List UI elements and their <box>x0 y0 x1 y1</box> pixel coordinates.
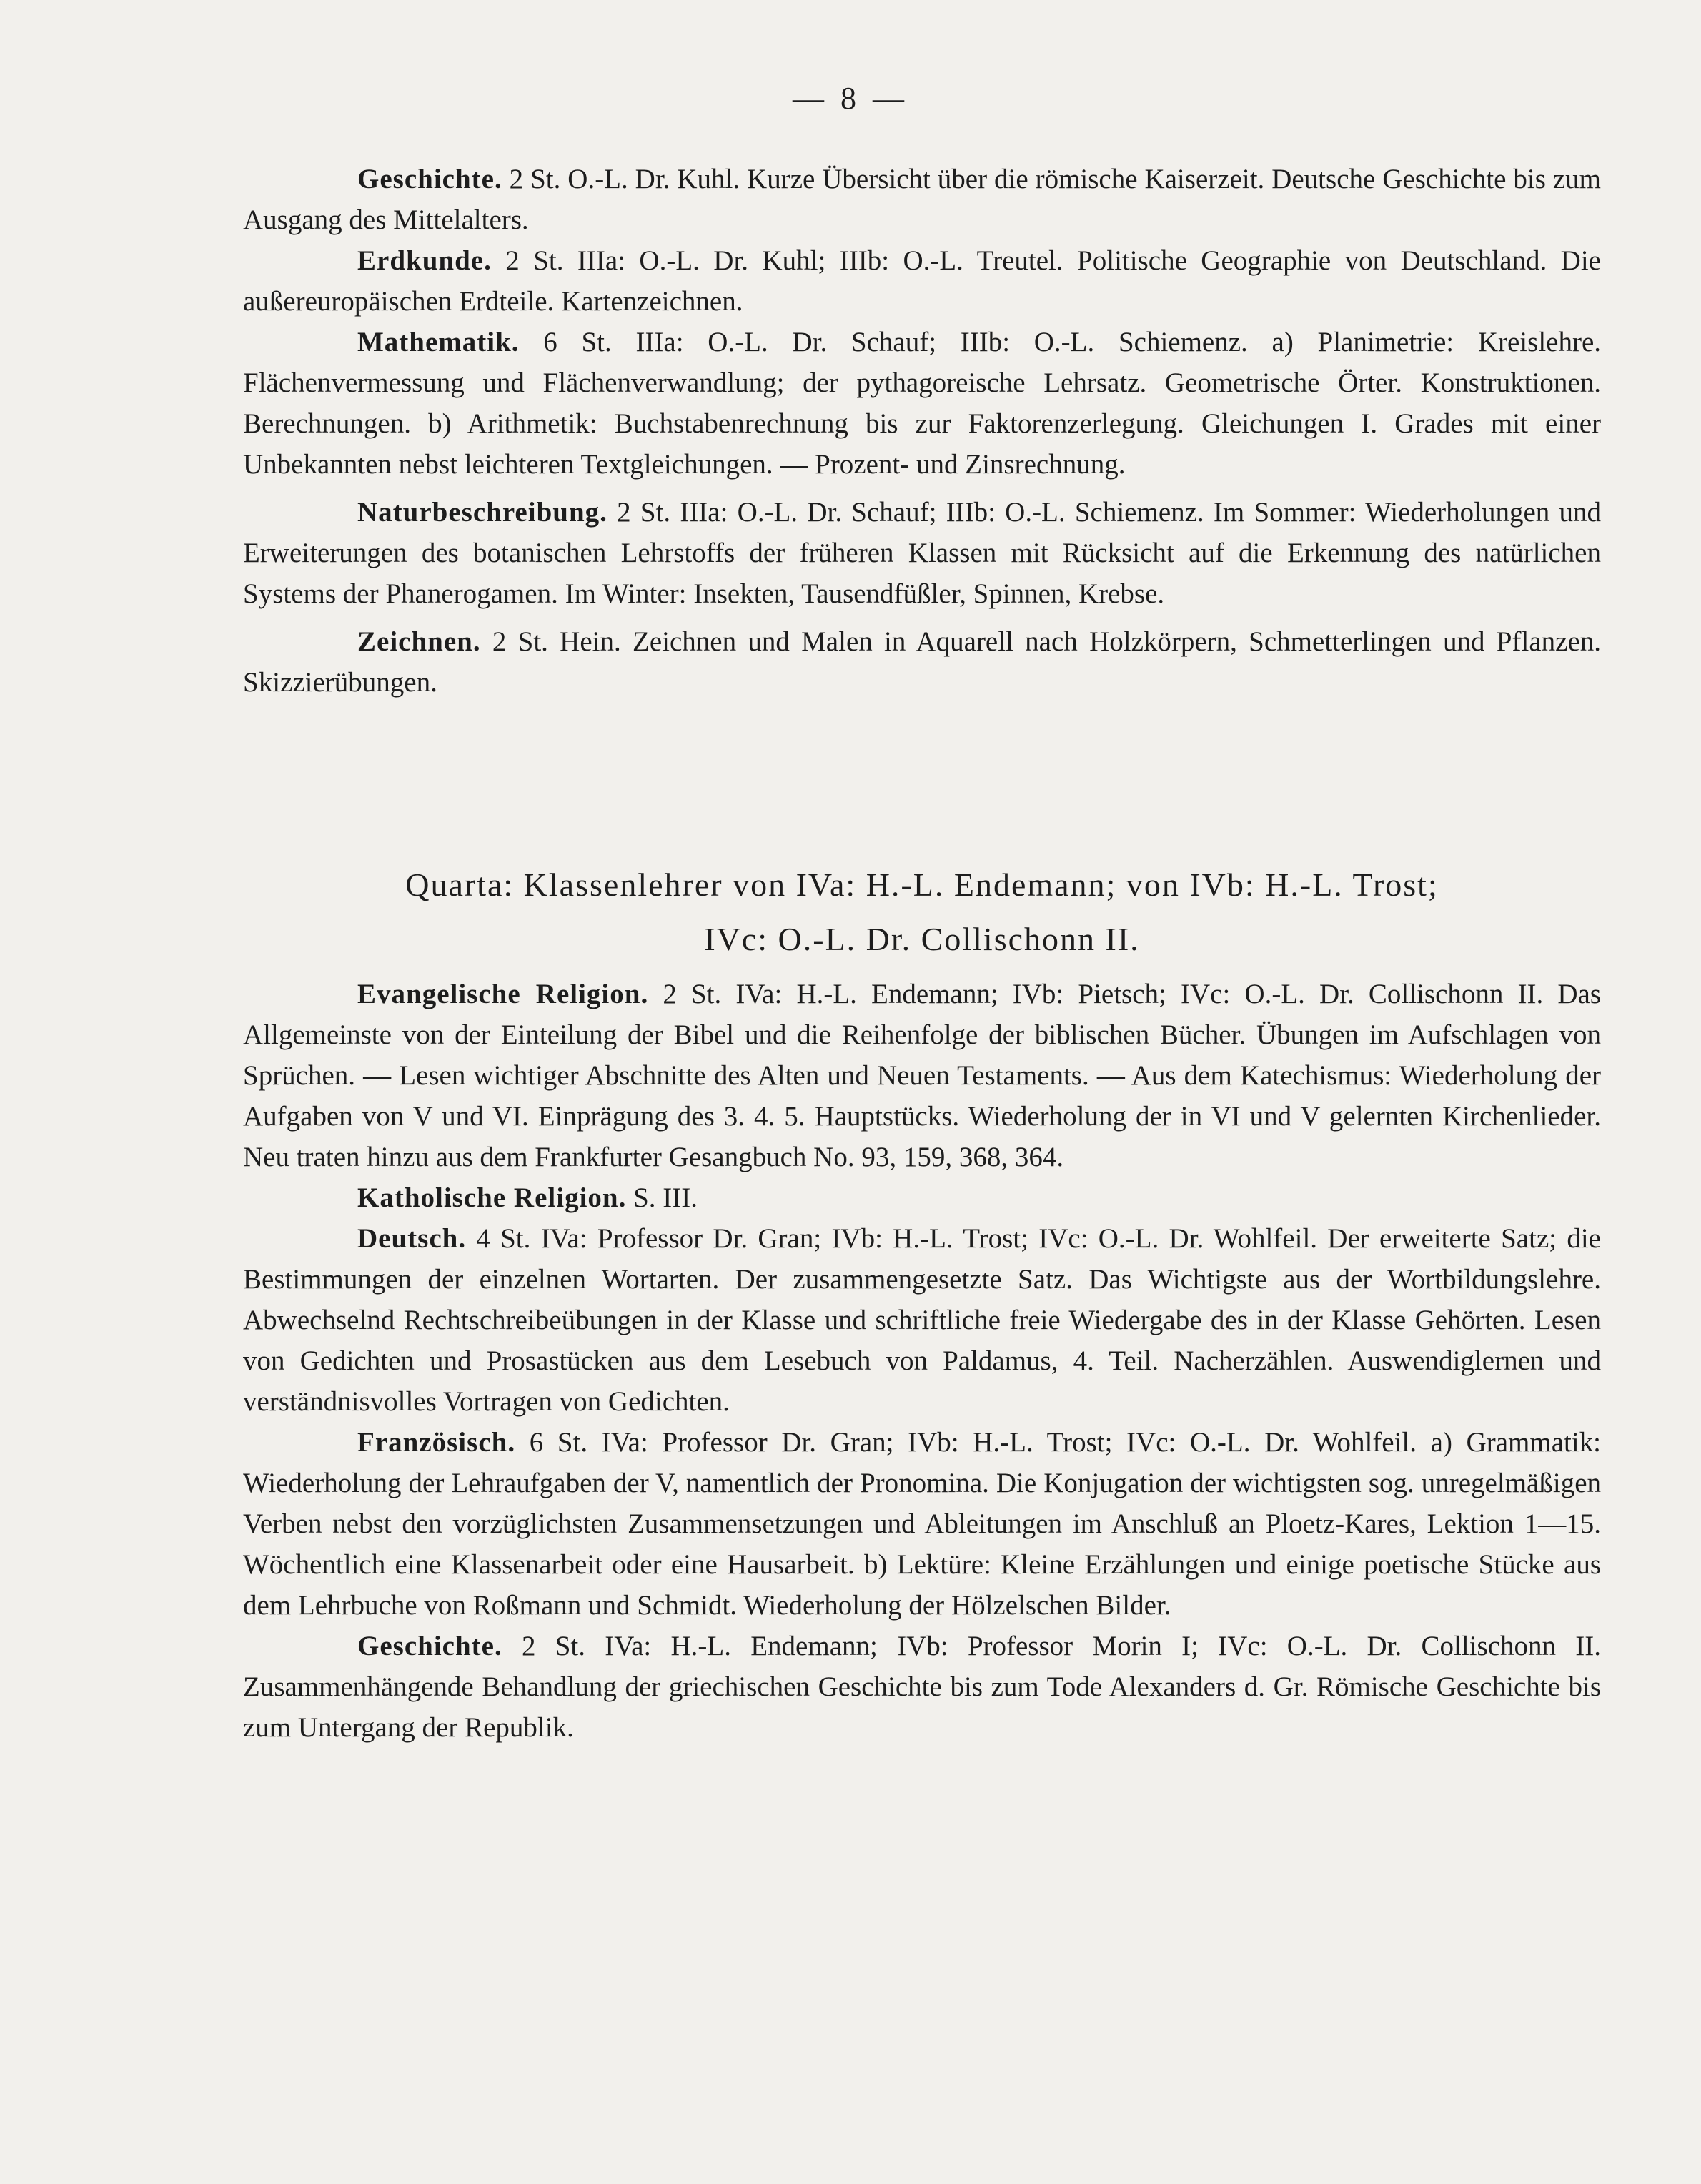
subject-heading: Deutsch. <box>357 1223 467 1254</box>
paragraph-evangelische-religion <box>243 974 1601 1177</box>
paragraph-zeichnen <box>243 621 1601 703</box>
quarta-heading-line2: IVc: O.-L. Dr. Collischonn II. <box>704 921 1140 957</box>
paragraph-text: 6 St. IIIa: O.-L. Dr. Schauf; IIIb: O.-L. Schiemenz. a) Planimetrie: Kreislehre. Flächenvermessung und Flächenverwandlung; der pythagoreische Lehrsatz. Geometrische Örter. Konstruktionen. Berechnungen. b) Arithmetik: Buchstabenrechnung bis zur Faktorenzerlegung. Gleichungen I. Grades mit einer Unbekannten nebst leichteren Textgleichungen. — Prozent- und Zinsrechnung. <box>243 327 1602 480</box>
paragraph-geschichte-quarta <box>243 1626 1601 1748</box>
subject-heading: Geschichte. <box>357 1631 502 1661</box>
subject-heading: Geschichte. <box>357 164 502 194</box>
paragraph-text: 2 St. O.-L. Dr. Kuhl. Kurze Übersicht über die römische Kaiserzeit. Deutsche Geschichte bis zum Ausgang des Mittelalters. <box>243 164 1602 235</box>
quarta-heading-line1: Quarta: Klassenlehrer von IVa: H.-L. Endemann; von IVb: H.-L. Trost; <box>405 866 1439 903</box>
page-number: — 8 — <box>793 81 908 116</box>
paragraph-text: 6 St. IVa: Professor Dr. Gran; IVb: H.-L. Trost; IVc: O.-L. Dr. Wohlfeil. a) Grammatik: Wiederholung der Lehraufgaben der V, namentlich der Pronomina. Die Konjugation der wichtigsten sog. unregelmäßigen Verben nebst den vorzüglichsten Zusammensetzungen und Ableitungen im Anschluß an Ploetz-Kares, Lektion 1—15. Wöchentlich eine Klassenarbeit oder eine Hausarbeit. b) Lektüre: Kleine Erzählungen und einige poetische Stücke aus dem Lehrbuche von Roßmann und Schmidt. Wiederholung der Hölzelschen Bilder. <box>243 1427 1602 1621</box>
tertia-section <box>243 159 1601 703</box>
quarta-class-heading <box>243 858 1601 967</box>
subject-heading: Zeichnen. <box>357 626 481 657</box>
paragraph-erdkunde <box>243 240 1601 322</box>
paragraph-text: 2 St. IVa: H.-L. Endemann; IVb: Professor Morin I; IVc: O.-L. Dr. Collischonn II. Zusammenhängende Behandlung der griechischen Geschichte bis zum Tode Alexanders d. Gr. Römische Geschichte bis zum Untergang der Republik. <box>243 1631 1602 1743</box>
paragraph-text: 2 St. IIIa: O.-L. Dr. Kuhl; IIIb: O.-L. Treutel. Politische Geographie von Deutschland. Die außereuropäischen Erdteile. Kartenzeichnen. <box>243 245 1601 317</box>
subject-heading: Erdkunde. <box>357 245 492 276</box>
paragraph-franzoesisch <box>243 1422 1601 1626</box>
paragraph-mathematik <box>243 322 1601 485</box>
subject-heading: Katholische Religion. <box>357 1182 627 1213</box>
subject-heading: Mathematik. <box>357 327 520 357</box>
paragraph-text: 2 St. IIIa: O.-L. Dr. Schauf; IIIb: O.-L. Schiemenz. Im Sommer: Wiederholungen und Erweiterungen des botanischen Lehrstoffs der früheren Klassen mit Rücksicht auf die Erkennung des natürlichen Systems der Phanerogamen. Im Winter: Insekten, Tausendfüßler, Spinnen, Krebse. <box>243 497 1602 609</box>
subject-heading: Evangelische Religion. <box>357 979 649 1009</box>
subject-heading: Naturbeschreibung. <box>357 497 608 528</box>
paragraph-naturbeschreibung <box>243 492 1601 614</box>
quarta-section <box>243 974 1601 1748</box>
paragraph-deutsch <box>243 1218 1601 1422</box>
paragraph-geschichte-tertia <box>243 159 1601 240</box>
paragraph-text: S. III. <box>633 1182 698 1213</box>
paragraph-text: 2 St. IVa: H.-L. Endemann; IVb: Pietsch; IVc: O.-L. Dr. Collischonn II. Das Allgemeinste von der Einteilung der Bibel und die Reihenfolge der biblischen Bücher. Übungen im Aufschlagen von Sprüchen. — Lesen wichtiger Abschnitte des Alten und Neuen Testaments. — Aus dem Katechismus: Wiederholung der Aufgaben von V und VI. Einprägung des 3. 4. 5. Hauptstücks. Wiederholung der in VI und V gelernten Kirchenlieder. Neu traten hinzu aus dem Frankfurter Gesangbuch No. 93, 159, 368, 364. <box>243 979 1602 1172</box>
paragraph-text: 2 St. Hein. Zeichnen und Malen in Aquarell nach Holzkörpern, Schmetterlingen und Pflanzen. Skizzierübungen. <box>243 626 1601 698</box>
paragraph-text: 4 St. IVa: Professor Dr. Gran; IVb: H.-L. Trost; IVc: O.-L. Dr. Wohlfeil. Der erweiterte Satz; die Bestimmungen der einzelnen Wortarten. Der zusammengesetzte Satz. Das Wichtigste aus der Wortbildungslehre. Abwechselnd Rechtschreibeübungen in der Klasse und schriftliche freie Wiedergabe des in der Klasse Gehörten. Lesen von Gedichten und Prosastücken aus dem Lesebuch von Paldamus, 4. Teil. Nacherzählen. Auswendiglernen und verständnisvolles Vortragen von Gedichten. <box>243 1223 1601 1417</box>
paragraph-katholische-religion <box>243 1177 1601 1218</box>
subject-heading: Französisch. <box>357 1427 516 1458</box>
